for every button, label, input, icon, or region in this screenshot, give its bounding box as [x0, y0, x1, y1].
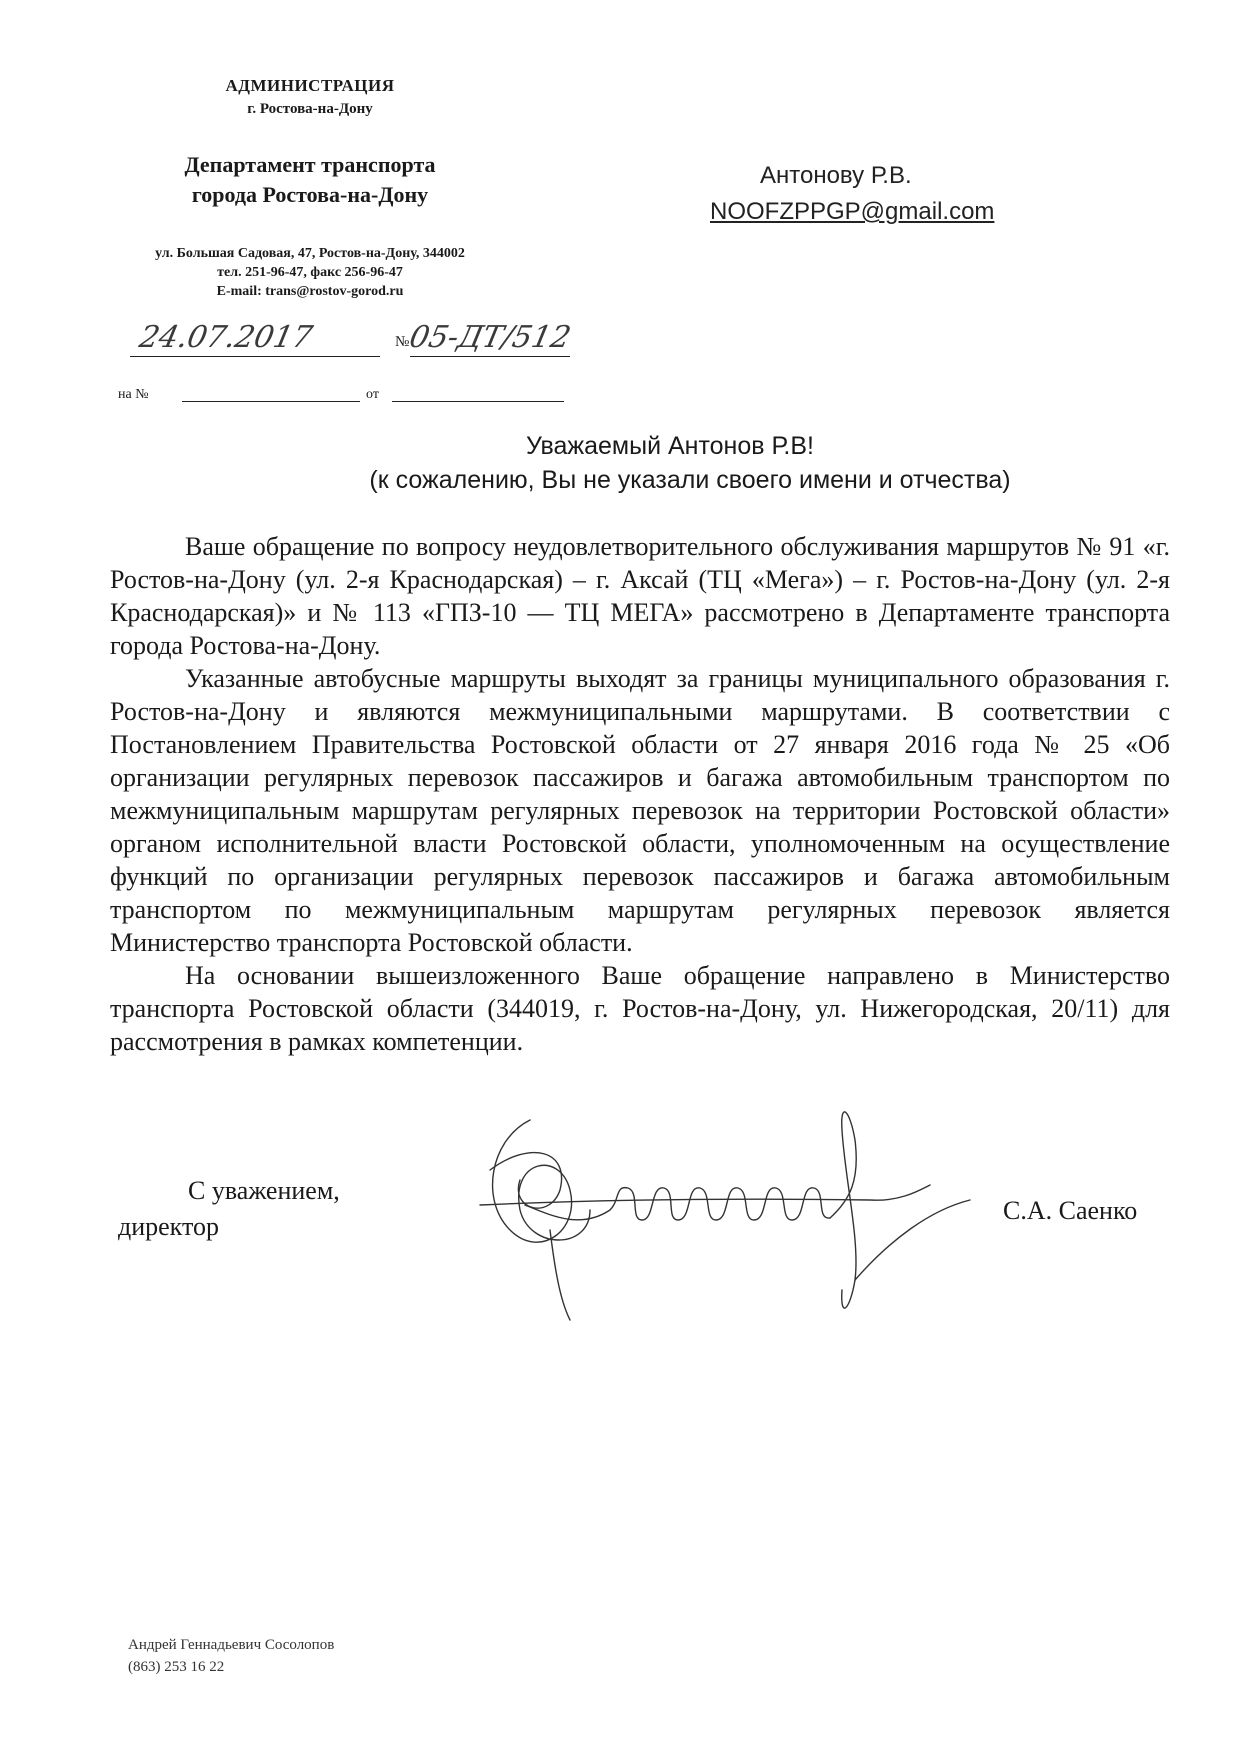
- executor-name: Андрей Геннадьевич Сосолопов: [128, 1637, 335, 1653]
- department-name-line2: города Ростова-на-Дону: [191, 182, 429, 207]
- signer-name: С.А. Саенко: [1003, 1196, 1138, 1225]
- department-phone: тел. 251-96-47, факс 256-96-47: [217, 265, 403, 280]
- org-city: г. Ростова-на-Дону: [247, 101, 373, 117]
- addressee-name: Антонову Р.В.: [760, 162, 912, 189]
- reference-number-label: на №: [118, 387, 149, 402]
- body-paragraph: Указанные автобусные маршруты выходят за границы муниципального образования г. Ростов-на-Дону и являются межмуниципальными маршрутами. В соответствии с Постановлением Правительства Ростовской области от 27 января 2016 года № 25 «Об организации регулярных перевозок пассажиров и багажа автомобильным транспортом по межмуниципальным маршрутам регулярных перевозок на территории Ростовской области» органом исполнительной власти Ростовской области, уполномоченным на осуществление функций по организации регулярных перевозок пассажиров и багажа автомобильным транспортом по межмуниципальным маршрутам регулярных перевозок является Министерство транспорта Ростовской области.: [110, 664, 1170, 957]
- number-underline: [410, 356, 570, 357]
- body-paragraph: На основании вышеизложенного Ваше обращение направлено в Министерство транспорта Ростовской области (344019, г. Ростов-на-Дону, ул. Нижегородская, 20/11) для рассмотрения в рамках компетенции.: [110, 961, 1170, 1056]
- department-name-line1: Департамент транспорта: [184, 152, 436, 177]
- date-underline: [130, 356, 380, 357]
- executor-phone: (863) 253 16 22: [128, 1659, 225, 1675]
- addressee-email: NOOFZPPGP@gmail.com: [710, 198, 995, 225]
- signer-title: директор: [118, 1212, 219, 1241]
- number-sign: №: [395, 334, 410, 350]
- salutation: Уважаемый Антонов Р.В!: [526, 432, 814, 460]
- registration-number: 05-ДТ/512: [406, 320, 574, 355]
- department-address: ул. Большая Садовая, 47, Ростов-на-Дону, 344002: [155, 246, 465, 261]
- closing-phrase: С уважением,: [188, 1176, 340, 1205]
- reference-date-line: [392, 401, 564, 402]
- reference-date-label: от: [366, 387, 379, 402]
- body-paragraph: Ваше обращение по вопросу неудовлетворительного обслуживания маршрутов № 91 «г. Ростов-на-Дону (ул. 2-я Краснодарская) – г. Аксай (ТЦ «Мега») – г. Ростов-на-Дону (ул. 2-я Краснодарская)» и № 113 «ГПЗ-10 — ТЦ МЕГА» рассмотрено в Департаменте транспорта города Ростова-на-Дону.: [110, 532, 1170, 660]
- letter-body: [110, 530, 1170, 1058]
- salutation-note: (к сожалению, Вы не указали своего имени и отчества): [369, 466, 1011, 494]
- department-email: E-mail: trans@rostov-gorod.ru: [216, 284, 404, 299]
- registration-date: 24.07.2017: [136, 320, 316, 355]
- org-name: АДМИНИСТРАЦИЯ: [225, 76, 395, 95]
- department-contacts: [120, 244, 500, 301]
- reference-number-line: [182, 401, 360, 402]
- handwritten-signature: [470, 1080, 990, 1340]
